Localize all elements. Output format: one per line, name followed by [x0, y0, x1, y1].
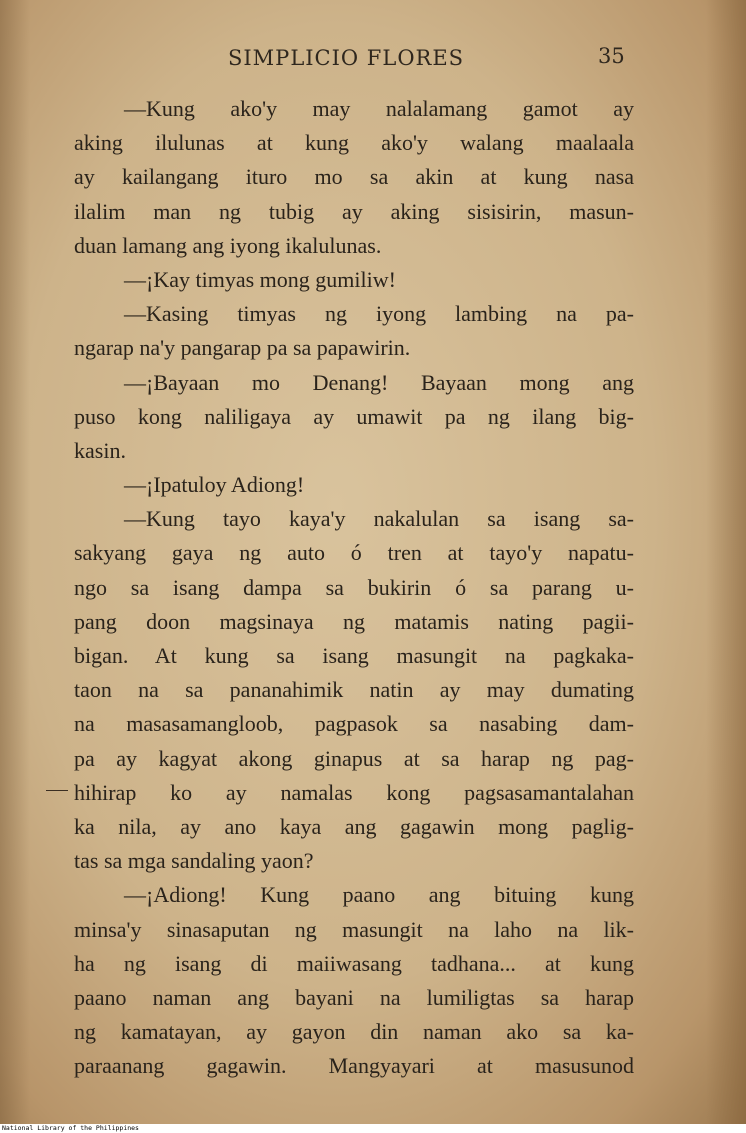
- text-line: paraanang gagawin. Mangyayari at masusunod: [74, 1053, 634, 1079]
- text-line: ngarap na'y pangarap pa sa papawirin.: [74, 335, 411, 361]
- text-line: —Kasing timyas ng iyong lambing na pa-: [124, 301, 634, 327]
- body-text: [74, 92, 634, 1083]
- text-line: pa ay kagyat akong ginapus at sa harap ng pag-: [74, 745, 634, 771]
- page-footer: [0, 1124, 746, 1133]
- text-line: bigan. At kung sa isang masungit na pagkaka-: [74, 643, 634, 668]
- text-line: puso kong naliligaya ay umawit pa ng ilang big-: [74, 403, 634, 429]
- text-line: ng kamatayan, ay gayon din naman ako sa ka-: [74, 1019, 634, 1045]
- text-line: ha ng isang di maiiwasang tadhana... at kung: [74, 950, 634, 976]
- text-line: hihirap ko ay namalas kong pagsasamantalahan: [74, 779, 634, 805]
- page-edge-shadow-left: [0, 0, 30, 1124]
- text-line: minsa'y sinasaputan ng masungit na laho na lik-: [74, 916, 634, 942]
- text-line: aking ilulunas at kung ako'y walang maalaala: [74, 130, 634, 156]
- text-line: pang doon magsinaya ng matamis nating pagii-: [74, 608, 634, 634]
- text-line: ilalim man ng tubig ay aking sisisirin, masun-: [74, 198, 634, 224]
- text-line: na masasamangloob, pagpasok sa nasabing dam-: [74, 711, 634, 737]
- text-line: duan lamang ang iyong ikalulunas.: [74, 232, 382, 258]
- text-line: ay kailangang ituro mo sa akin at kung nasa: [74, 164, 634, 190]
- text-line: —¡Ipatuloy Adiong!: [124, 472, 305, 498]
- page-header: [0, 42, 746, 78]
- text-line: sakyang gaya ng auto ó tren at tayo'y napatu-: [74, 540, 634, 566]
- text-line: kasin.: [74, 437, 126, 463]
- text-line: —¡Kay timyas mong gumiliw!: [124, 266, 396, 292]
- library-credit: National Library of the Philippines: [2, 1124, 139, 1132]
- text-line: paano naman ang bayani na lumiligtas sa harap: [74, 984, 634, 1010]
- text-line: —Kung tayo kaya'y nakalulan sa isang sa-: [124, 506, 634, 532]
- text-line: ka nila, ay ano kaya ang gagawin mong paglig-: [74, 813, 634, 839]
- text-line: taon na sa pananahimik natin ay may dumating: [74, 677, 634, 703]
- running-head: SIMPLICIO FLORES: [228, 46, 465, 70]
- text-line: —Kung ako'y may nalalamang gamot ay: [124, 96, 634, 121]
- margin-mark: [46, 790, 68, 791]
- page-edge-shadow-right: [706, 0, 746, 1124]
- page-number: 35: [598, 44, 625, 68]
- text-line: tas sa mga sandaling yaon?: [74, 848, 314, 874]
- text-line: —¡Adiong! Kung paano ang bituing kung: [124, 882, 634, 908]
- text-line: —¡Bayaan mo Denang! Bayaan mong ang: [124, 369, 634, 395]
- text-line: ngo sa isang dampa sa bukirin ó sa parang u-: [74, 574, 634, 600]
